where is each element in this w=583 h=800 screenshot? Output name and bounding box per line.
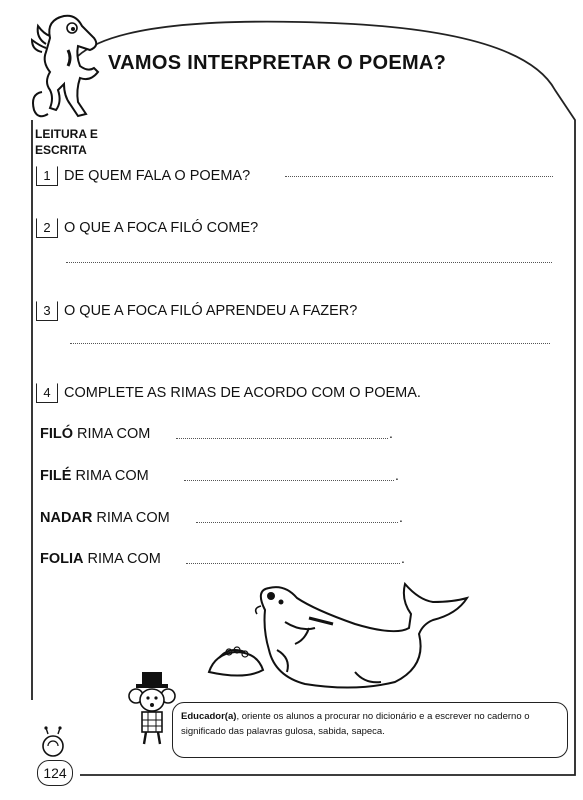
rhyme-item: [40, 510, 170, 526]
question-4: [36, 383, 421, 403]
rhyme-item: [40, 426, 150, 442]
question-text: COMPLETE AS RIMAS DE ACORDO COM O POEMA.: [64, 384, 421, 401]
rhyme-rest: RIMA COM: [83, 551, 161, 567]
question-number: 3: [36, 301, 58, 321]
page-number: 124: [37, 760, 73, 786]
period-mark: .: [401, 550, 405, 566]
snail-icon: [38, 726, 72, 760]
question-text: O QUE A FOCA FILÓ COME?: [64, 219, 259, 236]
rhyme-rest: RIMA COM: [71, 468, 149, 484]
question-1: [36, 166, 250, 186]
rhyme-rest: RIMA COM: [73, 426, 151, 442]
question-text: DE QUEM FALA O POEMA?: [64, 167, 251, 184]
question-number: 4: [36, 383, 58, 403]
note-label: Educador(a): [181, 711, 237, 722]
rhyme-word: NADAR: [40, 510, 93, 526]
rhyme-answer-line[interactable]: [186, 563, 400, 564]
question-3: [36, 301, 357, 321]
page-title: VAMOS INTERPRETAR O POEMA?: [108, 52, 447, 74]
mouse-mascot-icon: [128, 670, 178, 748]
rhyme-answer-line[interactable]: [184, 480, 394, 481]
question-number: 1: [36, 166, 58, 186]
educator-note: [172, 702, 568, 758]
period-mark: .: [399, 509, 403, 525]
rhyme-answer-line[interactable]: [196, 522, 398, 523]
rhyme-item: [40, 551, 161, 567]
rhyme-word: FILÓ: [40, 426, 74, 442]
rhyme-word: FILÉ: [40, 468, 72, 484]
period-mark: .: [395, 467, 399, 483]
answer-line[interactable]: [70, 343, 550, 344]
rhyme-rest: RIMA COM: [92, 510, 170, 526]
seal-illustration: [205, 580, 475, 692]
answer-line[interactable]: [66, 262, 552, 263]
horse-mascot-icon: [28, 10, 108, 128]
rhyme-word: FOLIA: [40, 551, 84, 567]
question-text: O QUE A FOCA FILÓ APRENDEU A FAZER?: [64, 302, 358, 319]
rhyme-answer-line[interactable]: [176, 438, 388, 439]
section-label: LEITURA E ESCRITA: [35, 127, 98, 157]
question-2: [36, 218, 258, 238]
answer-line[interactable]: [285, 176, 553, 177]
question-number: 2: [36, 218, 58, 238]
period-mark: .: [389, 425, 393, 441]
note-text: , oriente os alunos a procurar no dicionário e a escrever no caderno o significado das palavras gulosa, sabida, sapeca.: [181, 711, 530, 737]
rhyme-item: [40, 468, 149, 484]
